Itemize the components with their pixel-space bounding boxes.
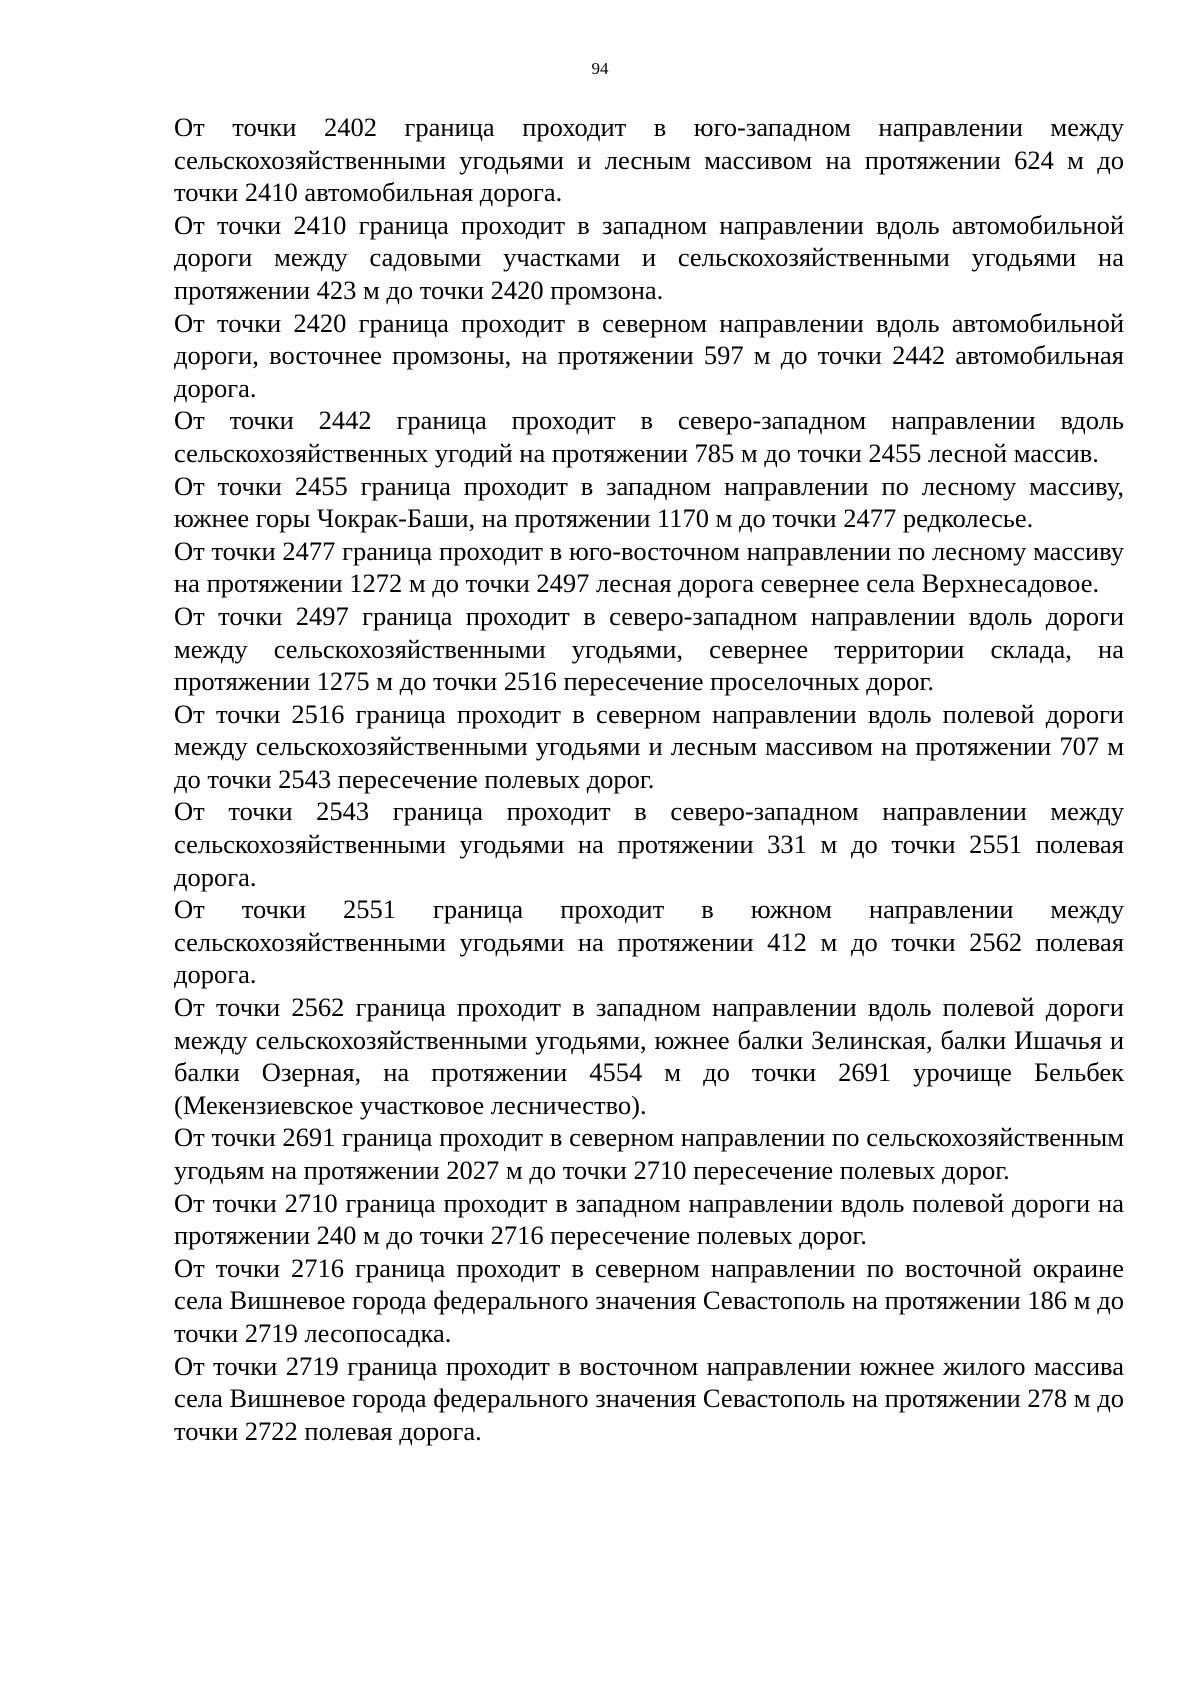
paragraph: От точки 2516 граница проходит в северном направлении вдоль полевой дороги между сельскохозяйственными угодьями и лесным массивом на протяжении 707 м до точки 2543 пересечение полевых дорог. bbox=[174, 698, 1124, 794]
paragraph: От точки 2719 граница проходит в восточном направлении южнее жилого массива села Вишневое города федерального значения Севастополь на протяжении 278 м до точки 2722 полевая дорога. bbox=[174, 1350, 1124, 1446]
paragraph: От точки 2420 граница проходит в северном направлении вдоль автомобильной дороги, восточнее промзоны, на протяжении 597 м до точки 2442 автомобильная дорога. bbox=[174, 307, 1124, 403]
paragraph: От точки 2710 граница проходит в западном направлении вдоль полевой дороги на протяжении 240 м до точки 2716 пересечение полевых дорог. bbox=[174, 1187, 1124, 1251]
paragraph: От точки 2455 граница проходит в западном направлении по лесному массиву, южнее горы Чокрак-Баши, на протяжении 1170 м до точки 2477 редколесье. bbox=[174, 470, 1124, 534]
paragraph: От точки 2477 граница проходит в юго-восточном направлении по лесному массиву на протяжении 1272 м до точки 2497 лесная дорога севернее села Верхнесадовое. bbox=[174, 535, 1124, 599]
paragraph: От точки 2716 граница проходит в северном направлении по восточной окраине села Вишневое города федерального значения Севастополь на протяжении 186 м до точки 2719 лесопосадка. bbox=[174, 1252, 1124, 1348]
paragraph: От точки 2691 граница проходит в северном направлении по сельскохозяйственным угодьям на протяжении 2027 м до точки 2710 пересечение полевых дорог. bbox=[174, 1122, 1124, 1185]
paragraph: От точки 2402 граница проходит в юго-западном направлении между сельскохозяйственными угодьями и лесным массивом на протяжении 624 м до точки 2410 автомобильная дорога. bbox=[174, 112, 1124, 208]
paragraph: От точки 2551 граница проходит в южном направлении между сельскохозяйственными угодьями на протяжении 412 м до точки 2562 полевая дорога. bbox=[174, 894, 1124, 990]
document-body bbox=[174, 111, 1124, 1447]
paragraph: От точки 2543 граница проходит в северо-западном направлении между сельскохозяйственными угодьями на протяжении 331 м до точки 2551 полевая дорога. bbox=[174, 796, 1124, 892]
paragraph: От точки 2562 граница проходит в западном направлении вдоль полевой дороги между сельскохозяйственными угодьями, южнее балки Зелинская, балки Ишачья и балки Озерная, на протяжении 4554 м до точки 2691 урочище Бельбек (Мекензиевское участковое лесничество). bbox=[174, 992, 1124, 1120]
paragraph: От точки 2442 граница проходит в северо-западном направлении вдоль сельскохозяйственных угодий на протяжении 785 м до точки 2455 лесной массив. bbox=[174, 405, 1124, 468]
page-number: 94 bbox=[591, 59, 609, 78]
paragraph: От точки 2497 граница проходит в северо-западном направлении вдоль дороги между сельскохозяйственными угодьями, севернее территории склада, на протяжении 1275 м до точки 2516 пересечение проселочных дорог. bbox=[174, 600, 1124, 697]
paragraph: От точки 2410 граница проходит в западном направлении вдоль автомобильной дороги между садовыми участками и сельскохозяйственными угодьями на протяжении 423 м до точки 2420 промзона. bbox=[174, 209, 1124, 305]
